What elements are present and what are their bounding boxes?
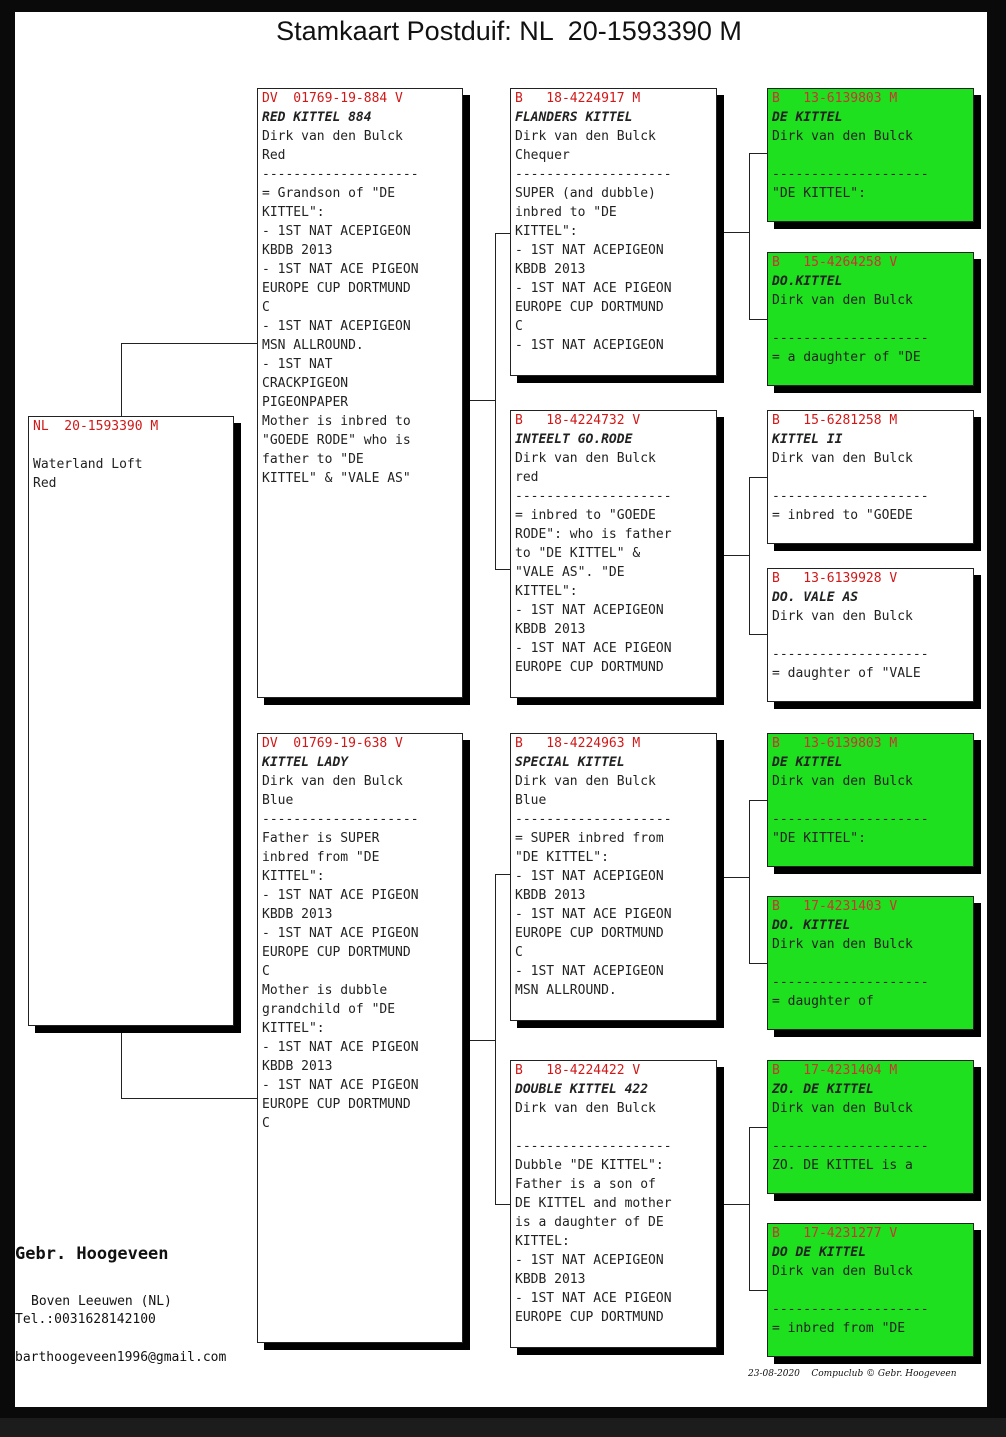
pedigree-line: - 1ST NAT ACE PIGEON bbox=[515, 281, 672, 296]
pedigree-line: Dirk van den Bulck bbox=[515, 451, 656, 466]
pedigree-line: Father is a son of bbox=[515, 1177, 656, 1192]
pedigree-line: KBDB 2013 bbox=[262, 907, 333, 922]
pedigree-line: - 1ST NAT ACE PIGEON bbox=[515, 641, 672, 656]
connector bbox=[495, 874, 510, 875]
pedigree-line: -------------------- bbox=[515, 1139, 672, 1154]
pedigree-line: MSN ALLROUND. bbox=[262, 338, 364, 353]
pedigree-line: MSN ALLROUND. bbox=[515, 983, 617, 998]
pigeon-name: DO. VALE AS bbox=[772, 590, 859, 605]
pedigree-line bbox=[772, 310, 973, 329]
pedigree-line: is a daughter of DE bbox=[515, 1215, 664, 1230]
pedigree-line: Dirk van den Bulck bbox=[515, 1101, 656, 1116]
ring-number: B 17-4231404 M bbox=[772, 1063, 898, 1078]
ring-number: B 13-6139803 M bbox=[772, 91, 898, 106]
ring-number: B 17-4231403 V bbox=[772, 899, 898, 914]
pedigree-sheet bbox=[15, 12, 987, 1407]
pedigree-line: EUROPE CUP DORTMUND bbox=[515, 660, 664, 675]
pedigree-line: Dirk van den Bulck bbox=[772, 609, 913, 624]
pedigree-line: KITTEL" & "VALE AS" bbox=[262, 471, 411, 486]
pedigree-line: inbred to "DE bbox=[515, 205, 617, 220]
pedigree-line: = a daughter of "DE bbox=[772, 350, 921, 365]
pedigree-line: C bbox=[515, 319, 523, 334]
pedigree-line: - 1ST NAT ACEPIGEON bbox=[515, 338, 664, 353]
pedigree-line: Blue bbox=[262, 793, 294, 808]
ring-number: B 17-4231277 V bbox=[772, 1226, 898, 1241]
pedigree-line: KBDB 2013 bbox=[515, 622, 586, 637]
pedigree-card-great-grandparent-4 bbox=[767, 733, 974, 867]
pedigree-line: Dirk van den Bulck bbox=[515, 774, 656, 789]
pedigree-line: KITTEL": bbox=[262, 869, 325, 884]
pedigree-line: Dirk van den Bulck bbox=[515, 129, 656, 144]
pedigree-line: = inbred from "DE bbox=[772, 1321, 906, 1336]
pedigree-line: KITTEL": bbox=[515, 584, 578, 599]
connector bbox=[470, 1040, 495, 1041]
pedigree-line: KBDB 2013 bbox=[262, 1059, 333, 1074]
pigeon-name: INTEELT GO.RODE bbox=[515, 432, 633, 447]
pedigree-line: Dirk van den Bulck bbox=[772, 937, 913, 952]
footer-credit: 23-08-2020 Compuclub © Gebr. Hoogeveen bbox=[748, 1369, 957, 1379]
pedigree-line: RODE": who is father bbox=[515, 527, 672, 542]
pedigree-line: Dirk van den Bulck bbox=[772, 774, 913, 789]
pedigree-line: father to "DE bbox=[262, 452, 364, 467]
pedigree-line: KITTEL: bbox=[515, 1234, 570, 1249]
connector bbox=[121, 343, 257, 344]
pigeon-name: SPECIAL KITTEL bbox=[515, 755, 625, 770]
pedigree-line: C bbox=[262, 1116, 270, 1131]
pedigree-line: = Grandson of "DE bbox=[262, 186, 396, 201]
pedigree-line: - 1ST NAT ACEPIGEON bbox=[515, 1253, 664, 1268]
ring-number: B 15-6281258 M bbox=[772, 413, 898, 428]
pedigree-line: KITTEL": bbox=[515, 224, 578, 239]
pedigree-line: Waterland Loft bbox=[33, 457, 143, 472]
pedigree-line: EUROPE CUP DORTMUND bbox=[515, 1310, 664, 1325]
pedigree-line: -------------------- bbox=[262, 167, 419, 182]
pedigree-line: KITTEL": bbox=[262, 1021, 325, 1036]
connector bbox=[749, 153, 750, 319]
pigeon-name: RED KITTEL 884 bbox=[262, 110, 372, 125]
pedigree-line: - 1ST NAT ACEPIGEON bbox=[262, 319, 411, 334]
pigeon-name: DE KITTEL bbox=[772, 110, 843, 125]
connector bbox=[724, 1204, 749, 1205]
pedigree-line: DE KITTEL and mother bbox=[515, 1196, 672, 1211]
pedigree-card-parent-1 bbox=[257, 733, 463, 1343]
pedigree-line: -------------------- bbox=[772, 647, 929, 662]
pedigree-line: Chequer bbox=[515, 148, 570, 163]
pigeon-name: DO.KITTEL bbox=[772, 274, 843, 289]
pedigree-line: "GOEDE RODE" who is bbox=[262, 433, 411, 448]
pedigree-card-grandparent-2 bbox=[510, 733, 717, 1021]
pedigree-line: inbred from "DE bbox=[262, 850, 380, 865]
connector bbox=[749, 634, 767, 635]
pedigree-line: -------------------- bbox=[772, 331, 929, 346]
owner-email[interactable]: barthoogeveen1996@gmail.com bbox=[15, 1350, 227, 1365]
pedigree-line bbox=[772, 791, 973, 810]
bottom-bar bbox=[0, 1418, 1006, 1437]
pedigree-line: PIGEONPAPER bbox=[262, 395, 349, 410]
pedigree-line: -------------------- bbox=[515, 812, 672, 827]
pedigree-line: Blue bbox=[515, 793, 547, 808]
pedigree-line: "DE KITTEL": bbox=[515, 850, 609, 865]
ring-number: DV 01769-19-884 V bbox=[262, 91, 403, 106]
connector bbox=[749, 800, 750, 963]
pedigree-line: - 1ST NAT ACE PIGEON bbox=[262, 888, 419, 903]
pedigree-line: KBDB 2013 bbox=[515, 262, 586, 277]
pedigree-line: "DE KITTEL": bbox=[772, 831, 866, 846]
pedigree-line: -------------------- bbox=[515, 167, 672, 182]
pigeon-name: ZO. DE KITTEL bbox=[772, 1082, 874, 1097]
pedigree-line: SUPER (and dubble) bbox=[515, 186, 656, 201]
connector bbox=[495, 233, 496, 569]
pedigree-line: Red bbox=[262, 148, 286, 163]
pedigree-card-great-grandparent-5 bbox=[767, 896, 974, 1030]
pedigree-line: KBDB 2013 bbox=[262, 243, 333, 258]
pedigree-line: "DE KITTEL": bbox=[772, 186, 866, 201]
pedigree-line: -------------------- bbox=[772, 167, 929, 182]
connector bbox=[749, 1290, 767, 1291]
pedigree-line: -------------------- bbox=[772, 489, 929, 504]
pedigree-card-grandparent-1 bbox=[510, 410, 717, 698]
pedigree-line: KBDB 2013 bbox=[515, 1272, 586, 1287]
connector bbox=[495, 233, 510, 234]
pedigree-line: Mother is inbred to bbox=[262, 414, 411, 429]
connector bbox=[470, 400, 495, 401]
pigeon-name: DO. KITTEL bbox=[772, 918, 851, 933]
ring-number: B 13-6139803 M bbox=[772, 736, 898, 751]
pedigree-line: Red bbox=[33, 476, 57, 491]
pedigree-line: red bbox=[515, 470, 539, 485]
pedigree-line: EUROPE CUP DORTMUND bbox=[262, 281, 411, 296]
owner-phone: Tel.:0031628142100 bbox=[15, 1312, 156, 1327]
pedigree-line: - 1ST NAT ACE PIGEON bbox=[262, 1078, 419, 1093]
pigeon-name: KITTEL II bbox=[772, 432, 843, 447]
connector bbox=[724, 232, 749, 233]
pedigree-line: -------------------- bbox=[772, 1139, 929, 1154]
pedigree-line bbox=[515, 1118, 716, 1137]
pedigree-line: CRACKPIGEON bbox=[262, 376, 349, 391]
connector bbox=[495, 569, 510, 570]
connector bbox=[749, 477, 750, 634]
pedigree-line: EUROPE CUP DORTMUND bbox=[515, 926, 664, 941]
connector bbox=[749, 800, 767, 801]
connector bbox=[749, 153, 767, 154]
pedigree-line: = inbred to "GOEDE bbox=[772, 508, 913, 523]
ring-number: B 15-4264258 V bbox=[772, 255, 898, 270]
pedigree-line: = inbred to "GOEDE bbox=[515, 508, 656, 523]
pedigree-line: - 1ST NAT ACE PIGEON bbox=[262, 262, 419, 277]
pedigree-line: - 1ST NAT ACEPIGEON bbox=[515, 869, 664, 884]
pedigree-line: Mother is dubble bbox=[262, 983, 388, 998]
pedigree-line: C bbox=[262, 964, 270, 979]
pedigree-line: "VALE AS". "DE bbox=[515, 565, 625, 580]
page-title: Stamkaart Postduif: NL 20-1593390 M bbox=[276, 16, 742, 46]
pedigree-line: KITTEL": bbox=[262, 205, 325, 220]
pedigree-line bbox=[772, 1118, 973, 1137]
pedigree-line: - 1ST NAT ACE PIGEON bbox=[262, 926, 419, 941]
pedigree-line bbox=[772, 626, 973, 645]
ring-number: B 13-6139928 V bbox=[772, 571, 898, 586]
pedigree-line: -------------------- bbox=[262, 812, 419, 827]
pedigree-card-great-grandparent-7 bbox=[767, 1223, 974, 1357]
pedigree-line: Dirk van den Bulck bbox=[772, 293, 913, 308]
connector bbox=[121, 1033, 122, 1098]
connector bbox=[749, 477, 767, 478]
pedigree-card-great-grandparent-6 bbox=[767, 1060, 974, 1194]
pedigree-line: -------------------- bbox=[515, 489, 672, 504]
connector bbox=[724, 555, 749, 556]
pedigree-card-grandparent-0 bbox=[510, 88, 717, 376]
pedigree-line: -------------------- bbox=[772, 1302, 929, 1317]
ring-number: B 18-4224963 M bbox=[515, 736, 641, 751]
pedigree-card-parent-0 bbox=[257, 88, 463, 698]
pedigree-line: C bbox=[515, 945, 523, 960]
pedigree-card-subject bbox=[28, 416, 234, 1026]
pedigree-card-great-grandparent-1 bbox=[767, 252, 974, 386]
pedigree-line bbox=[33, 436, 233, 455]
pedigree-line: -------------------- bbox=[772, 812, 929, 827]
pedigree-line: EUROPE CUP DORTMUND bbox=[262, 1097, 411, 1112]
pedigree-card-great-grandparent-2 bbox=[767, 410, 974, 544]
pedigree-line: grandchild of "DE bbox=[262, 1002, 396, 1017]
pedigree-line: - 1ST NAT ACEPIGEON bbox=[262, 224, 411, 239]
pedigree-line: = daughter of bbox=[772, 994, 874, 1009]
pedigree-line: to "DE KITTEL" & bbox=[515, 546, 641, 561]
pedigree-line: Father is SUPER bbox=[262, 831, 380, 846]
pedigree-line: EUROPE CUP DORTMUND bbox=[262, 945, 411, 960]
pedigree-line: Dirk van den Bulck bbox=[262, 129, 403, 144]
pedigree-line: = SUPER inbred from bbox=[515, 831, 664, 846]
connector bbox=[749, 1127, 767, 1128]
pedigree-line: - 1ST NAT ACEPIGEON bbox=[515, 603, 664, 618]
pedigree-line: = daughter of "VALE bbox=[772, 666, 921, 681]
owner-address: Boven Leeuwen (NL) bbox=[31, 1294, 172, 1309]
pedigree-line: - 1ST NAT ACE PIGEON bbox=[515, 1291, 672, 1306]
connector bbox=[724, 877, 749, 878]
pedigree-line: Dirk van den Bulck bbox=[772, 451, 913, 466]
pedigree-line: KBDB 2013 bbox=[515, 888, 586, 903]
pedigree-line: - 1ST NAT bbox=[262, 357, 333, 372]
pedigree-line: EUROPE CUP DORTMUND bbox=[515, 300, 664, 315]
ring-number: B 18-4224422 V bbox=[515, 1063, 641, 1078]
connector bbox=[495, 1204, 510, 1205]
pedigree-line: Dubble "DE KITTEL": bbox=[515, 1158, 664, 1173]
pedigree-line: - 1ST NAT ACEPIGEON bbox=[515, 964, 664, 979]
pedigree-line: ZO. DE KITTEL is a bbox=[772, 1158, 913, 1173]
pedigree-line: Dirk van den Bulck bbox=[772, 1264, 913, 1279]
pedigree-line bbox=[772, 468, 973, 487]
pedigree-line: Dirk van den Bulck bbox=[772, 129, 913, 144]
pigeon-name: FLANDERS KITTEL bbox=[515, 110, 633, 125]
pedigree-card-great-grandparent-0 bbox=[767, 88, 974, 222]
connector bbox=[121, 1098, 257, 1099]
connector bbox=[121, 343, 122, 416]
pedigree-line: - 1ST NAT ACE PIGEON bbox=[262, 1040, 419, 1055]
pigeon-name: DO DE KITTEL bbox=[772, 1245, 866, 1260]
pigeon-name: KITTEL LADY bbox=[262, 755, 349, 770]
pedigree-card-great-grandparent-3 bbox=[767, 568, 974, 702]
pedigree-line bbox=[772, 146, 973, 165]
pedigree-line bbox=[772, 954, 973, 973]
pigeon-name: DE KITTEL bbox=[772, 755, 843, 770]
ring-number: DV 01769-19-638 V bbox=[262, 736, 403, 751]
owner-name: Gebr. Hoogeveen bbox=[15, 1244, 169, 1264]
pedigree-line: Dirk van den Bulck bbox=[772, 1101, 913, 1116]
connector bbox=[749, 319, 767, 320]
pedigree-line: C bbox=[262, 300, 270, 315]
ring-number: B 18-4224917 M bbox=[515, 91, 641, 106]
pedigree-line: - 1ST NAT ACEPIGEON bbox=[515, 243, 664, 258]
pedigree-line: -------------------- bbox=[772, 975, 929, 990]
ring-number: NL 20-1593390 M bbox=[33, 419, 159, 434]
pedigree-line bbox=[772, 1281, 973, 1300]
pedigree-card-grandparent-3 bbox=[510, 1060, 717, 1348]
connector bbox=[749, 963, 767, 964]
connector bbox=[749, 1127, 750, 1290]
pedigree-line: - 1ST NAT ACE PIGEON bbox=[515, 907, 672, 922]
connector bbox=[495, 874, 496, 1204]
ring-number: B 18-4224732 V bbox=[515, 413, 641, 428]
pigeon-name: DOUBLE KITTEL 422 bbox=[515, 1082, 649, 1097]
pedigree-line: Dirk van den Bulck bbox=[262, 774, 403, 789]
